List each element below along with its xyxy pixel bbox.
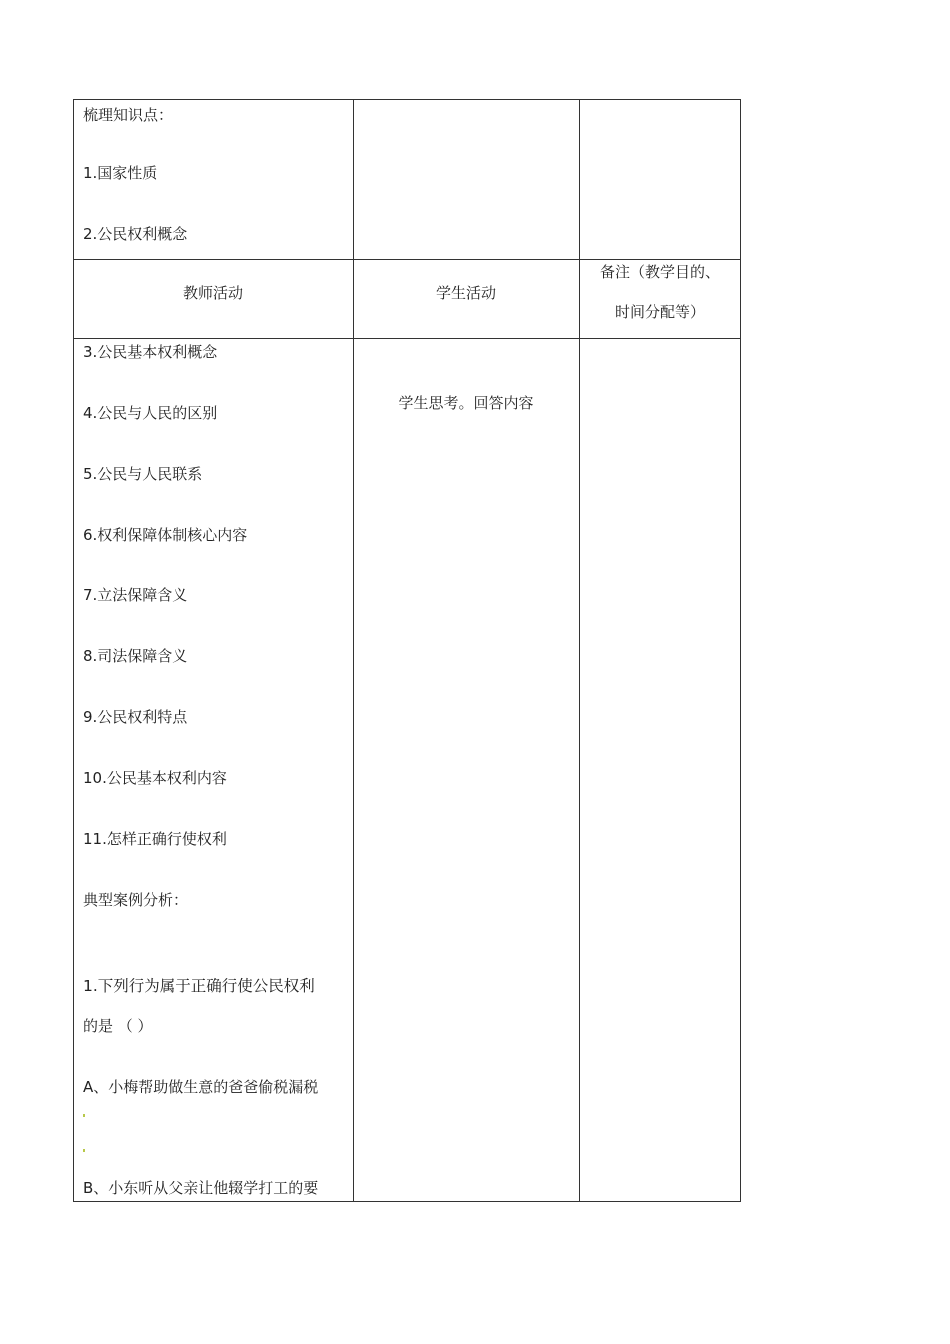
knowledge-item: 11.怎样正确行使权利 [83,830,227,848]
knowledge-item: 2.公民权利概念 [83,225,188,243]
scan-mark [83,1114,85,1117]
table-row-divider [73,338,741,339]
knowledge-item: 10.公民基本权利内容 [83,769,227,787]
question-line: 1.下列行为属于正确行使公民权利 [83,977,315,995]
knowledge-item: 5.公民与人民联系 [83,465,203,483]
student-response: 学生思考。回答内容 [398,394,534,412]
knowledge-item: 9.公民权利特点 [83,708,188,726]
table-column-divider [353,99,354,1202]
table-border-top [73,99,741,100]
question-line: 的是 （ ） [83,1017,153,1035]
knowledge-item: 1.国家性质 [83,164,158,182]
knowledge-heading: 梳理知识点： [83,106,174,124]
table-border-left [73,99,74,1202]
teacher-activity-header: 教师活动 [182,284,243,302]
case-analysis-heading: 典型案例分析： [83,891,189,909]
student-activity-header: 学生活动 [435,284,496,302]
option-a: A、小梅帮助做生意的爸爸偷税漏税 [83,1078,319,1096]
option-b: B、小东听从父亲让他辍学打工的要 [83,1179,319,1197]
scan-mark [83,1149,85,1152]
lesson-table [73,99,741,1202]
knowledge-item: 7.立法保障含义 [83,586,188,604]
notes-header-line1: 备注（教学目的、 [599,263,720,281]
knowledge-item: 3.公民基本权利概念 [83,343,218,361]
knowledge-item: 6.权利保障体制核心内容 [83,526,248,544]
knowledge-item: 4.公民与人民的区别 [83,404,218,422]
table-border-bottom [73,1201,741,1202]
notes-header-line2: 时间分配等） [614,303,705,321]
knowledge-item: 8.司法保障含义 [83,647,188,665]
table-row-divider [73,259,741,260]
